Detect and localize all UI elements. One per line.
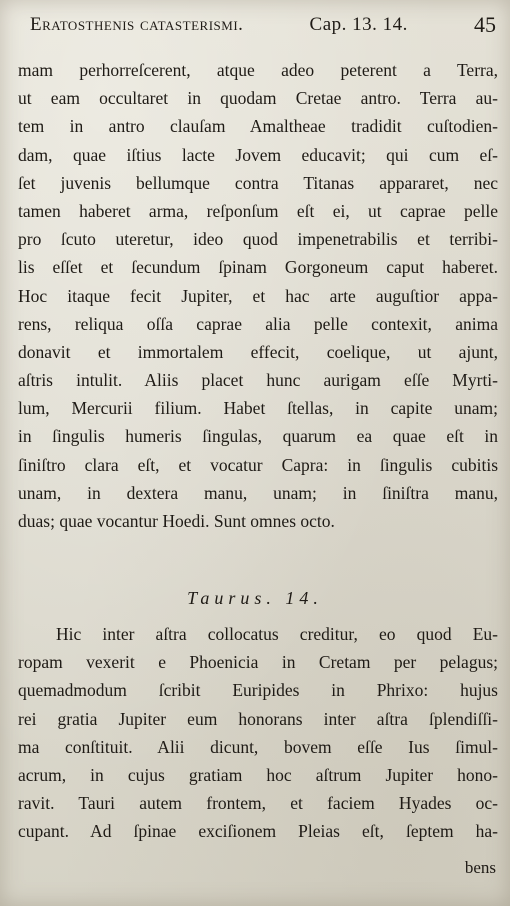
running-head-title: Eratosthenis catasterismi. — [30, 14, 244, 35]
paragraph-taurus — [18, 620, 498, 846]
text-line: aſtris intulit. Aliis placet hunc aurigam eſſe Myrti- — [18, 370, 498, 391]
text-line: lis eſſet et ſecundum ſpinam Gorgoneum caput haberet. — [18, 257, 498, 278]
text-line: cupant. Ad ſpinae exciſionem Pleias eſt, ſeptem ha- — [18, 821, 498, 842]
running-head — [30, 10, 496, 40]
text-line: ma conſtituit. Alii dicunt, bovem eſſe Ius ſimul- — [18, 736, 498, 757]
text-line: mam perhorreſcerent, atque adeo peterent a Terra, — [18, 60, 498, 80]
text-line: Hoc itaque fecit Jupiter, et hac arte auguſtior appa- — [18, 285, 498, 306]
text-line: acrum, in cujus gratiam hoc aſtrum Jupiter hono- — [18, 764, 498, 785]
text-line: Hic inter aſtra collocatus creditur, eo quod Eu- — [56, 624, 498, 644]
text-line: ravit. Tauri autem frontem, et faciem Hyades oc- — [18, 793, 498, 814]
text-line: ropam vexerit e Phoenicia in Cretam per pelagus; — [18, 652, 498, 673]
section-heading: Taurus. 14. — [187, 588, 323, 608]
text-line: tem in antro clauſam Amaltheae tradidit cuſtodien- — [18, 116, 498, 137]
text-line: duas; quae vocantur Hoedi. Sunt omnes octo. — [18, 511, 335, 531]
catchword: bens — [464, 858, 496, 877]
text-line: ſet juvenis bellumque contra Titanas appararet, nec — [18, 172, 498, 193]
text-line: dam, quae iſtius lacte Jovem educavit; qui cum eſ- — [18, 144, 498, 165]
text-line: unam, in dextera manu, unam; in ſiniſtra manu, — [18, 482, 498, 503]
running-head-chapter: Cap. 13. 14. — [309, 14, 408, 35]
text-line: quemadmodum ſcribit Euripides in Phrixo: hujus — [18, 680, 498, 701]
text-line: pro ſcuto uteretur, ideo quod impenetrabilis et terribi- — [18, 229, 498, 250]
text-line: lum, Mercurii filium. Habet ſtellas, in capite unam; — [18, 398, 498, 419]
text-line: ſiniſtro clara eſt, et vocatur Capra: in ſingulis cubitis — [18, 454, 498, 475]
paragraph-auriga — [18, 56, 498, 535]
page-number: 45 — [473, 12, 496, 37]
text-line: rei gratia Jupiter eum honorans inter aſtra ſplendiſſi- — [18, 708, 498, 729]
text-line: in ſingulis humeris ſingulas, quarum ea quae eſt in — [18, 426, 498, 447]
text-line: donavit et immortalem effecit, coelique, ut ajunt, — [18, 341, 498, 362]
text-line: ut eam occultaret in quodam Cretae antro. Terra au- — [18, 88, 498, 109]
text-line: tamen haberet arma, reſponſum eſt ei, ut caprae pelle — [18, 200, 498, 221]
text-line: rens, reliqua oſſa caprae alia pelle contexit, anima — [18, 313, 498, 334]
